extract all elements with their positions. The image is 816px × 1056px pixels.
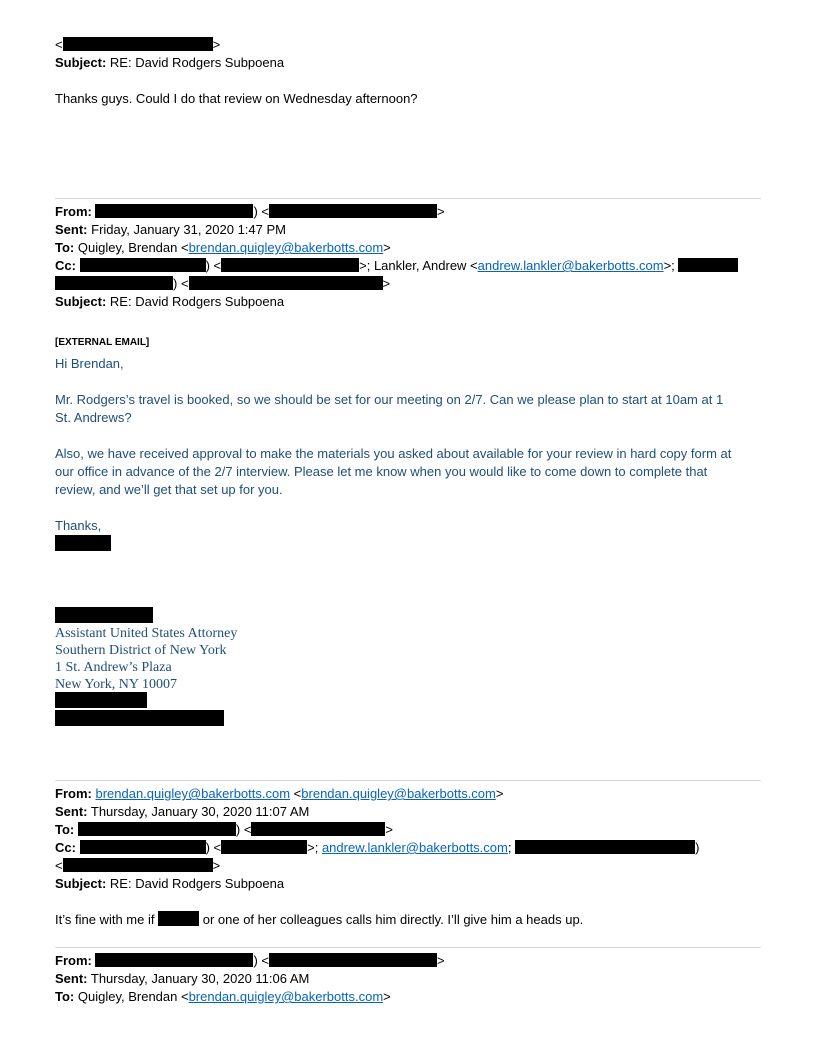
from-label: From: <box>55 204 92 219</box>
sent-label: Sent: <box>55 804 88 819</box>
redaction <box>95 204 253 218</box>
email4-sent-line <box>55 970 309 988</box>
redaction <box>251 822 385 836</box>
cc-sep: ) < <box>205 840 222 855</box>
sent-label: Sent: <box>55 222 88 237</box>
to-end: > <box>383 240 391 255</box>
email2-from-line <box>55 203 445 221</box>
sent-date: Friday, January 31, 2020 1:47 PM <box>91 222 286 237</box>
redaction <box>221 258 359 272</box>
redaction <box>55 535 111 551</box>
redaction <box>78 822 236 836</box>
redaction <box>158 911 199 926</box>
email3-cc-line <box>55 839 699 857</box>
paragraph-2-line-1: Also, we have received approval to make the materials you asked about available for your review in hard copy form at <box>55 446 732 461</box>
from-label: From: <box>55 953 92 968</box>
cc-close: ) <box>695 840 700 855</box>
cc-mid: >; <box>307 840 322 855</box>
email3-body <box>55 911 583 929</box>
divider <box>55 947 761 948</box>
from-sep: ) < <box>253 204 270 219</box>
to-label: To: <box>55 240 75 255</box>
cc-label: Cc: <box>55 840 76 855</box>
sig-email-redacted <box>55 710 224 729</box>
redaction <box>515 840 695 854</box>
redaction <box>269 204 437 218</box>
external-email-tag: [EXTERNAL EMAIL] <box>55 337 150 348</box>
to-end: > <box>385 822 394 837</box>
body-part-1: It’s fine with me if <box>55 912 155 927</box>
from-email-link-2[interactable]: brendan.quigley@bakerbotts.com <box>301 786 496 801</box>
email4-from-line <box>55 952 445 970</box>
email2-cc-line <box>55 257 738 275</box>
to-name: Quigley, Brendan < <box>77 240 189 255</box>
to-end: > <box>383 989 391 1004</box>
redaction <box>55 607 153 623</box>
from-end: > <box>437 204 445 219</box>
redaction <box>55 710 224 726</box>
redaction <box>80 840 206 854</box>
divider <box>55 198 761 199</box>
sig-name-redacted <box>55 607 153 626</box>
paragraph-1-line-1: Mr. Rodgers’s travel is booked, so we should be set for our meeting on 2/7. Can we please plan to start at 10am at 1 <box>55 392 724 407</box>
to-email-link[interactable]: brendan.quigley@bakerbotts.com <box>188 240 384 255</box>
redaction <box>63 37 213 51</box>
cc-label: Cc: <box>55 258 76 273</box>
cc-end: >; <box>663 258 675 273</box>
cc-sep: ) < <box>205 258 222 273</box>
sent-label: Sent: <box>55 971 88 986</box>
cc-email-link[interactable]: andrew.lankler@bakerbotts.com <box>477 258 664 273</box>
top-subject-line <box>55 54 284 72</box>
sig-phone-redacted <box>55 692 147 711</box>
to-name: Quigley, Brendan < <box>77 989 189 1004</box>
email3-from-line <box>55 785 503 803</box>
cc2-sep: ) < <box>173 276 189 291</box>
email3-sent-line <box>55 803 309 821</box>
to-label: To: <box>55 989 75 1004</box>
from-sep: ) < <box>253 953 270 968</box>
email2-subject-line <box>55 293 284 311</box>
redaction <box>55 692 147 708</box>
from-lt: < <box>290 786 302 801</box>
email3-to-line <box>55 821 393 839</box>
sig-title: Assistant United States Attorney <box>55 626 238 641</box>
paragraph-2-line-2: our office in advance of the 2/7 interview. Please let me know when you would like to come down to complete that <box>55 464 708 479</box>
subject-text: RE: David Rodgers Subpoena <box>109 294 285 309</box>
to-email-link[interactable]: brendan.quigley@bakerbotts.com <box>188 989 384 1004</box>
from-label: From: <box>55 786 92 801</box>
signer-name-redacted <box>55 535 111 554</box>
cc-semi: ; <box>507 840 512 855</box>
redaction <box>221 840 307 854</box>
divider <box>55 780 761 781</box>
sig-city: New York, NY 10007 <box>55 677 177 692</box>
to-label: To: <box>55 822 75 837</box>
redaction <box>678 258 738 272</box>
body-part-2: or one of her colleagues calls him directly. I’ll give him a heads up. <box>202 912 584 927</box>
message-body: Thanks guys. Could I do that review on Wednesday afternoon? <box>55 91 418 106</box>
from-end: > <box>437 953 445 968</box>
subject-label: Subject: <box>55 55 107 70</box>
email2-sent-line <box>55 221 286 239</box>
from-end: > <box>495 786 504 801</box>
greeting: Hi Brendan, <box>55 356 124 371</box>
gt: > <box>212 37 221 52</box>
paragraph-2-line-3: review, and we’ll get that set up for you. <box>55 482 283 497</box>
cc-email-link[interactable]: andrew.lankler@bakerbotts.com <box>321 840 508 855</box>
lt: < <box>55 858 63 873</box>
top-from-line <box>55 36 220 54</box>
sign-off: Thanks, <box>55 518 102 533</box>
to-sep: ) < <box>235 822 252 837</box>
redaction <box>189 276 383 290</box>
lt: < <box>55 37 63 52</box>
subject-label: Subject: <box>55 876 107 891</box>
sent-date: Thursday, January 30, 2020 11:06 AM <box>90 971 310 986</box>
redaction <box>80 258 206 272</box>
email4-to-line <box>55 988 391 1006</box>
redaction <box>63 858 213 872</box>
email3-subject-line <box>55 875 284 893</box>
from-email-link[interactable]: brendan.quigley@bakerbotts.com <box>95 786 291 801</box>
cc-mid: >; Lankler, Andrew < <box>359 258 478 273</box>
sig-address: 1 St. Andrew’s Plaza <box>55 660 172 675</box>
subject-text: RE: David Rodgers Subpoena <box>109 55 285 70</box>
paragraph-1-line-2: St. Andrews? <box>55 410 132 425</box>
subject-label: Subject: <box>55 294 107 309</box>
sig-office: Southern District of New York <box>55 643 227 658</box>
sent-date: Thursday, January 30, 2020 11:07 AM <box>90 804 310 819</box>
redaction <box>95 953 253 967</box>
email3-cc-cont-line <box>55 857 220 875</box>
redaction <box>55 276 173 290</box>
cc2-end: > <box>382 276 391 291</box>
email2-cc-cont-line <box>55 275 390 293</box>
redaction <box>269 953 437 967</box>
email2-to-line <box>55 239 391 257</box>
gt: > <box>212 858 221 873</box>
subject-text: RE: David Rodgers Subpoena <box>109 876 285 891</box>
